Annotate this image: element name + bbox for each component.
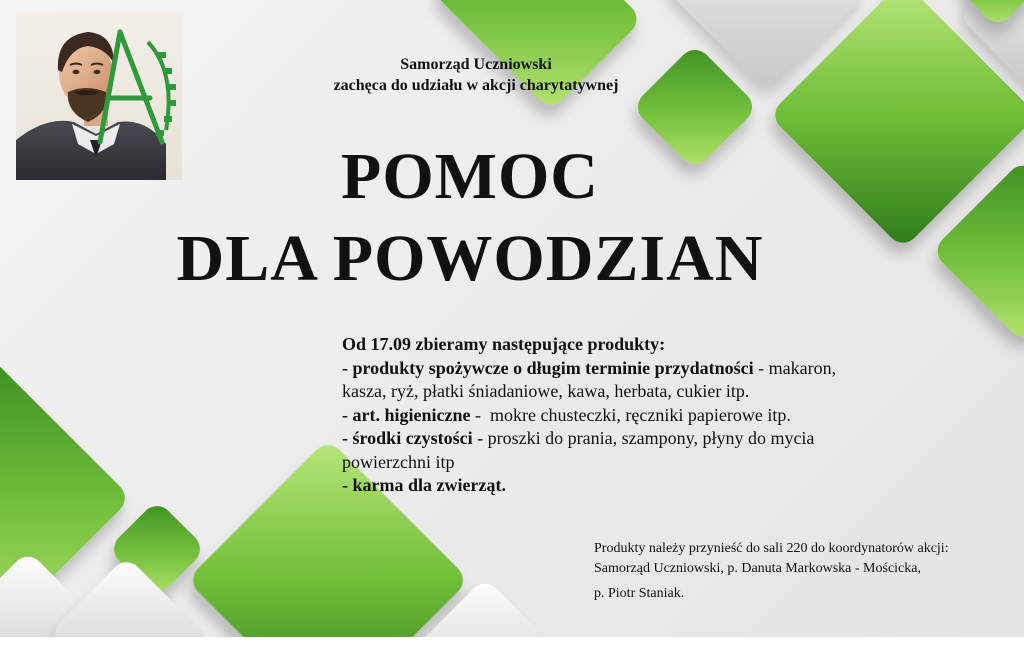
main-title-line-2: DLA POWODZIAN — [176, 222, 764, 295]
header-line-1: Samorząd Uczniowski — [400, 56, 552, 73]
hygiene-dash: - — [342, 404, 353, 425]
list-item-hygiene — [342, 404, 922, 428]
organizer-header — [280, 54, 672, 96]
drop-off-info — [594, 539, 1014, 604]
cleaning-description-b: powierzchni itp — [342, 451, 455, 472]
food-label: - produkty spożywcze o długim terminie przydatności — [342, 357, 754, 378]
list-item-pet-food: - karma dla zwierząt. — [342, 475, 506, 495]
cleaning-description-a: - proszki do prania, szampony, płyny do mycia — [472, 428, 815, 448]
footer-line-3: p. Piotr Staniak. — [594, 586, 685, 601]
cleaning-label: środki czystości — [352, 428, 473, 448]
products-intro: Od 17.09 zbieramy następujące produkty: — [342, 334, 666, 354]
footer-line-1: Produkty należy przynieść do sali 220 do koordynatorów akcji: — [594, 541, 949, 556]
food-description-b: kasza, ryż, płatki śniadaniowe, kawa, herbata, cukier itp. — [342, 381, 750, 401]
food-description-a: - makaron, — [753, 357, 837, 378]
header-line-2: zachęca do udziału w akcji charytatywnej — [333, 77, 619, 94]
main-title-line-1: POMOC — [341, 140, 599, 213]
hygiene-description: - mokre chusteczki, ręczniki papierowe itp. — [470, 404, 791, 425]
list-item-food — [342, 357, 922, 381]
cleaning-dash: - — [342, 428, 353, 448]
list-item-cleaning — [342, 427, 922, 451]
products-list — [342, 333, 922, 498]
footer-line-2: Samorząd Uczniowski, p. Danuta Markowska - Mościcka, — [594, 561, 921, 576]
hygiene-label: art. higieniczne — [352, 404, 471, 425]
